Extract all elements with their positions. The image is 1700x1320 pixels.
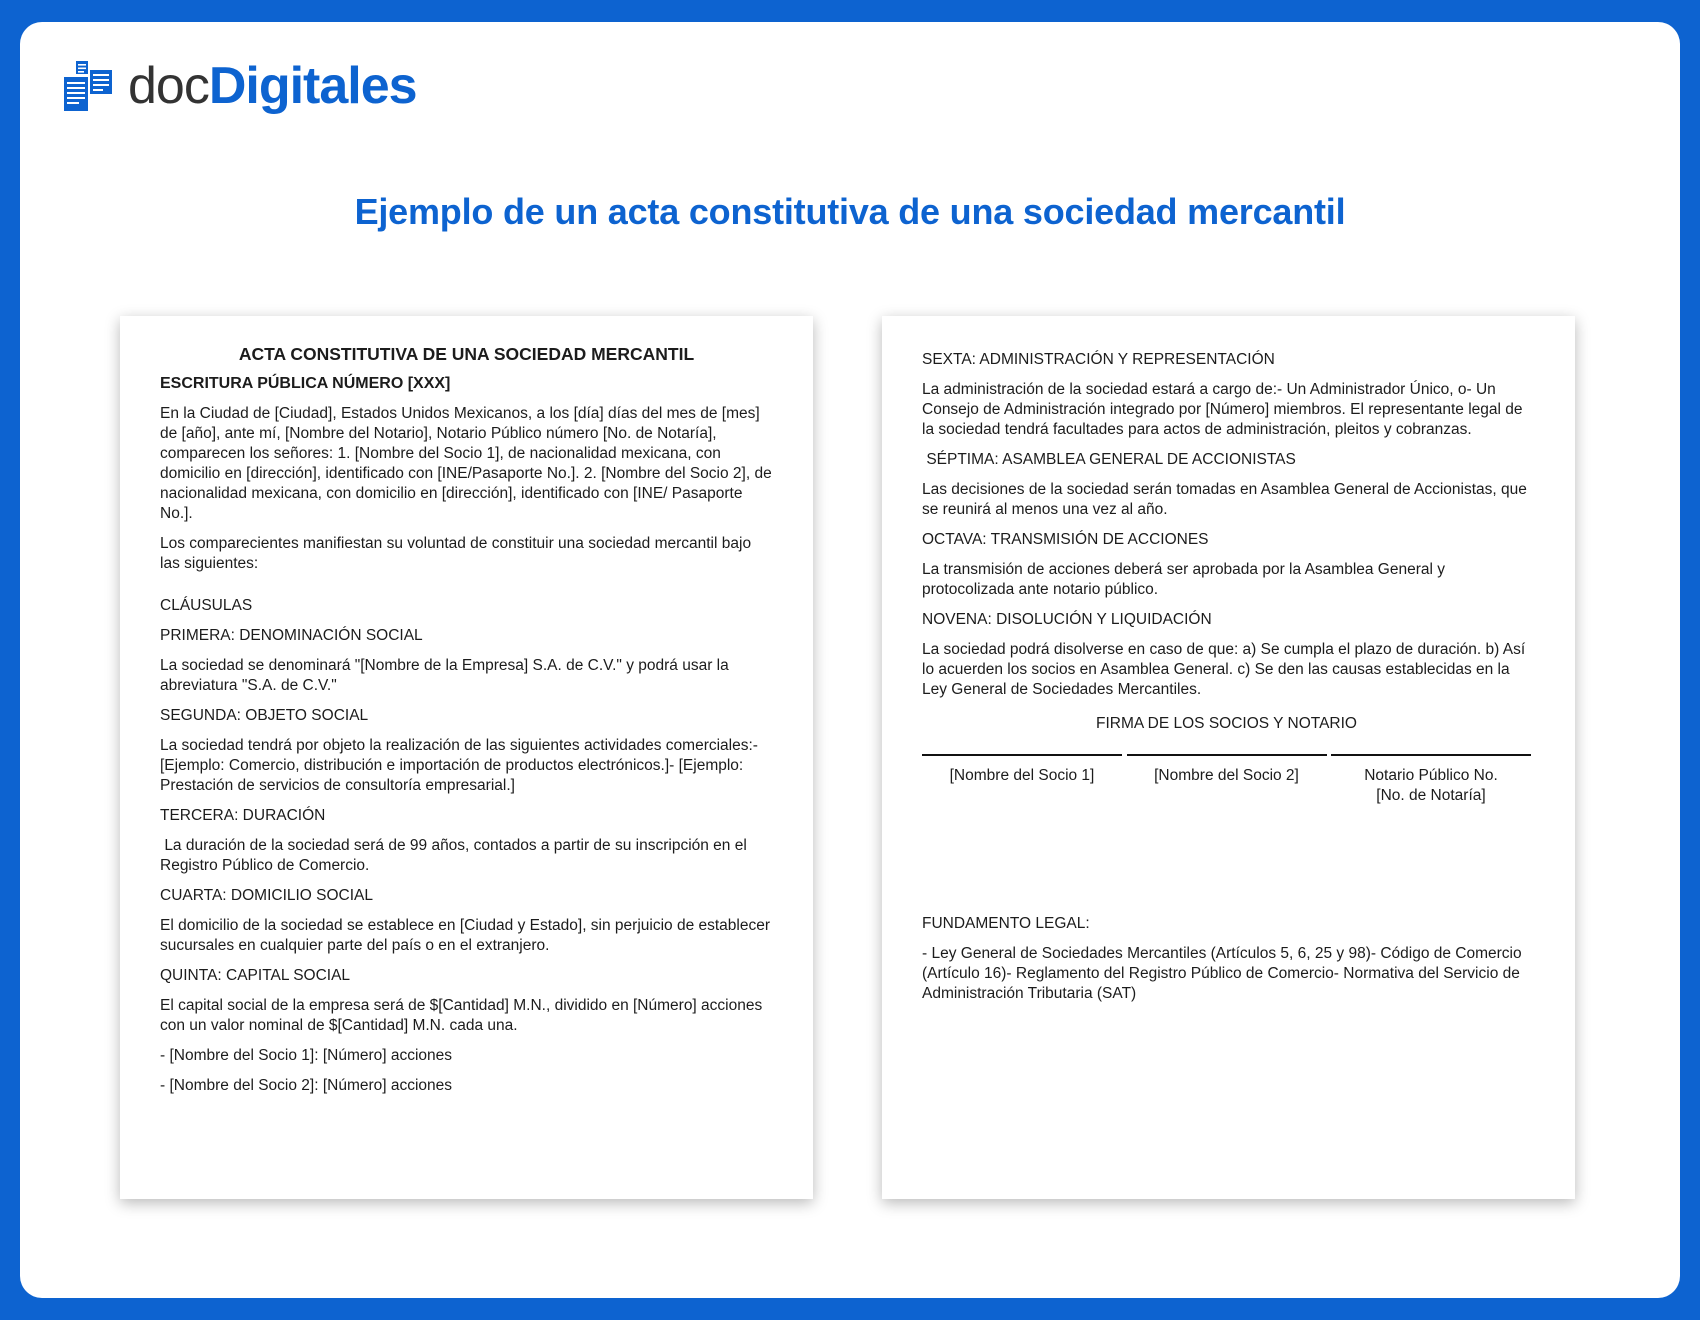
- signature-label: [Nombre del Socio 1]: [949, 767, 1095, 784]
- clause-title-tercera: TERCERA: DURACIÓN: [160, 807, 326, 824]
- clause-title-cuarta: CUARTA: DOMICILIO SOCIAL: [160, 887, 374, 904]
- clause-text-segunda: La sociedad tendrá por objeto la realización de las siguientes actividades comerciales:- [Ejemplo: Comercio, distribución e importación de productos electrónicos.]- [Ejemplo: Prestación de servicios de consultoría empresarial.]: [160, 737, 758, 794]
- signature-line: [1127, 754, 1327, 756]
- clause-text-septima: Las decisiones de la sociedad serán tomadas en Asamblea General de Accionistas, que se reunirá al menos una vez al año.: [922, 481, 1527, 518]
- clause-text-tercera: La duración de la sociedad será de 99 años, contados a partir de su inscripción en el Registro Público de Comercio.: [160, 837, 752, 874]
- clause-text-novena: La sociedad podrá disolverse en caso de que: a) Se cumpla el plazo de duración. b) Así lo acuerden los socios en Asamblea General. c) Se den las causas establecidas en la Ley General de Sociedades Mercantiles.: [922, 641, 1526, 698]
- brand-wordmark: [128, 57, 417, 115]
- shareholder-line-1: - [Nombre del Socio 1]: [Número] acciones: [160, 1047, 453, 1064]
- document-subheading: ESCRITURA PÚBLICA NÚMERO [XXX]: [160, 375, 451, 392]
- brand-logo[interactable]: [64, 57, 417, 115]
- signature-line: [1331, 754, 1531, 756]
- intro-paragraph: En la Ciudad de [Ciudad], Estados Unidos Mexicanos, a los [día] días del mes de [mes] de [año], ante mí, [Nombre del Notario], Notario Público número [No. de Notaría], comparecen los señores: 1. [Nombre del Socio 1], de nacionalidad mexicana, con domicilio en [dirección], identificado con [INE/Pasaporte No.]. 2. [Nombre del Socio 2], de nacionalidad mexicana, con domicilio en [dirección], identificado con [INE/ Pasaporte No.].: [160, 405, 772, 522]
- page-title: Ejemplo de un acta constitutiva de una sociedad mercantil: [354, 191, 1346, 232]
- clause-title-segunda: SEGUNDA: OBJETO SOCIAL: [160, 707, 369, 724]
- clausulas-label: CLÁUSULAS: [160, 597, 253, 614]
- fundamento-text: - Ley General de Sociedades Mercantiles (Artículos 5, 6, 25 y 98)- Código de Comercio (Artículo 16)- Reglamento del Registro Público de Comercio- Normativa del Servicio de Administración Tributaria (SAT): [922, 945, 1522, 1002]
- fundamento-title: FUNDAMENTO LEGAL:: [922, 915, 1090, 932]
- brand-name-bold: Digitales: [208, 57, 417, 115]
- intro-paragraph-2: Los comparecientes manifiestan su voluntad de constituir una sociedad mercantil bajo las siguientes:: [160, 535, 752, 572]
- clause-title-septima: SÉPTIMA: ASAMBLEA GENERAL DE ACCIONISTAS: [922, 451, 1296, 468]
- document-page-left: [120, 316, 813, 1199]
- signature-row: [922, 754, 1531, 806]
- clause-text-primera: La sociedad se denominará "[Nombre de la Empresa] S.A. de C.V." y podrá usar la abreviatura "S.A. de C.V.": [160, 657, 729, 694]
- document-heading: ACTA CONSTITUTIVA DE UNA SOCIEDAD MERCANTIL: [238, 344, 695, 364]
- signature-block-socio-1: [922, 754, 1122, 806]
- document-page-right: [882, 316, 1575, 1199]
- signatures-title: FIRMA DE LOS SOCIOS Y NOTARIO: [1096, 715, 1357, 732]
- clause-title-octava: OCTAVA: TRANSMISIÓN DE ACCIONES: [922, 531, 1209, 548]
- signature-label: [Nombre del Socio 2]: [1154, 767, 1299, 784]
- clause-title-sexta: SEXTA: ADMINISTRACIÓN Y REPRESENTACIÓN: [922, 351, 1275, 368]
- brand-name-light: doc: [128, 57, 209, 115]
- signature-block-socio-2: [1127, 754, 1327, 806]
- clause-title-primera: PRIMERA: DENOMINACIÓN SOCIAL: [160, 627, 423, 644]
- clause-text-quinta: El capital social de la empresa será de $[Cantidad] M.N., dividido en [Número] acciones con un valor nominal de $[Cantidad] M.N. cada una.: [160, 997, 763, 1034]
- signature-line: [922, 754, 1122, 756]
- shareholder-line-2: - [Nombre del Socio 2]: [Número] acciones: [160, 1077, 453, 1094]
- clause-title-quinta: QUINTA: CAPITAL SOCIAL: [160, 967, 351, 984]
- clause-text-sexta: La administración de la sociedad estará a cargo de:- Un Administrador Único, o- Un Consejo de Administración integrado por [Número] miembros. El representante legal de la sociedad tendrá facultades para actos de administración, pleitos y cobranzas.: [922, 381, 1523, 438]
- clause-title-novena: NOVENA: DISOLUCIÓN Y LIQUIDACIÓN: [922, 611, 1212, 628]
- clause-text-octava: La transmisión de acciones deberá ser aprobada por la Asamblea General y protocolizada ante notario público.: [922, 561, 1446, 598]
- signature-block-notario: [1331, 754, 1531, 806]
- signature-label: Notario Público No. [No. de Notaría]: [1364, 767, 1498, 804]
- clause-text-cuarta: El domicilio de la sociedad se establece en [Ciudad y Estado], sin perjuicio de establecer sucursales en cualquier parte del país o en el extranjero.: [160, 917, 771, 954]
- document-stack-icon: [64, 61, 114, 111]
